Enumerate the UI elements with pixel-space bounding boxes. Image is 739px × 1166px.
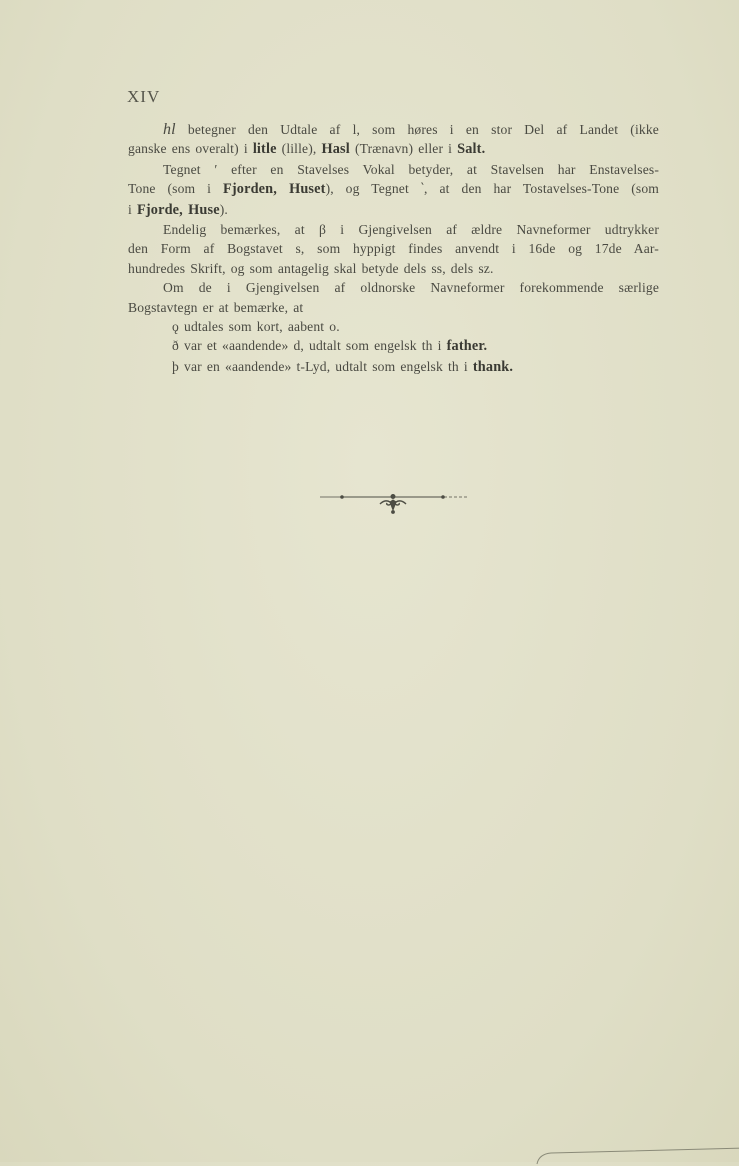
- fleuron-ornament-icon: [320, 488, 470, 518]
- example-word-hasl: Hasl: [321, 141, 350, 158]
- example-word-father: father.: [446, 338, 488, 355]
- hl-symbol: hl: [163, 121, 176, 138]
- paragraph-endelig-line-2: den Form af Bogstavet s, som hyppigt findes anvendt i 16de og 17de Aar-: [128, 241, 659, 257]
- paragraph-hl-line-1: hl betegner den Udtale af l, som høres i en stor Del af Landet (ikke: [163, 121, 659, 138]
- example-word-litle: litle: [252, 141, 277, 158]
- example-word-thank: thank.: [472, 358, 514, 375]
- paragraph-tegnet-line-3: i Fjorde, Huse).: [128, 201, 228, 218]
- example-words-fjorden-huset: Fjorden, Huset: [222, 181, 326, 198]
- example-word-salt: Salt.: [457, 141, 486, 158]
- paragraph-tegnet-line-2: Tone (som i Fjorden, Huset), og Tegnet ‵, at den har Tostavelses-Tone (som: [128, 181, 659, 198]
- page-edge-line: [536, 1146, 739, 1166]
- letter-symbol: ǫ: [172, 319, 179, 335]
- letter-item-eth: ð var et «aandende» d, udtalt som engelsk th i father.: [172, 338, 488, 355]
- paragraph-om-line-1: Om de i Gjengivelsen af oldnorske Navneformer forekommende særlige: [163, 280, 659, 296]
- letter-symbol: þ: [172, 358, 179, 374]
- paragraph-endelig-line-1: Endelig bemærkes, at β i Gjengivelsen af ældre Navneformer udtrykker: [163, 222, 659, 238]
- page-number: XIV: [127, 87, 161, 106]
- paragraph-endelig-line-3: hundredes Skrift, og som antagelig skal betyde dels ss, dels sz.: [128, 260, 494, 276]
- letter-item-o-ogonek: ǫ udtales som kort, aabent o.: [172, 319, 340, 335]
- paragraph-tegnet-line-1: Tegnet ′ efter en Stavelses Vokal betyder, at Stavelsen har Enstavelses-: [163, 161, 659, 177]
- letter-symbol: ð: [172, 338, 179, 354]
- letter-item-thorn: þ var en «aandende» t-Lyd, udtalt som engelsk th i thank.: [172, 358, 514, 375]
- page-body: [128, 120, 659, 377]
- example-words-fjorde-huse: Fjorde, Huse: [136, 201, 220, 218]
- paragraph-hl-line-2: ganske ens overalt) i litle (lille), Hasl (Trænavn) eller i Salt.: [128, 141, 486, 158]
- paragraph-om-line-2: Bogstavtegn er at bemærke, at: [128, 299, 304, 315]
